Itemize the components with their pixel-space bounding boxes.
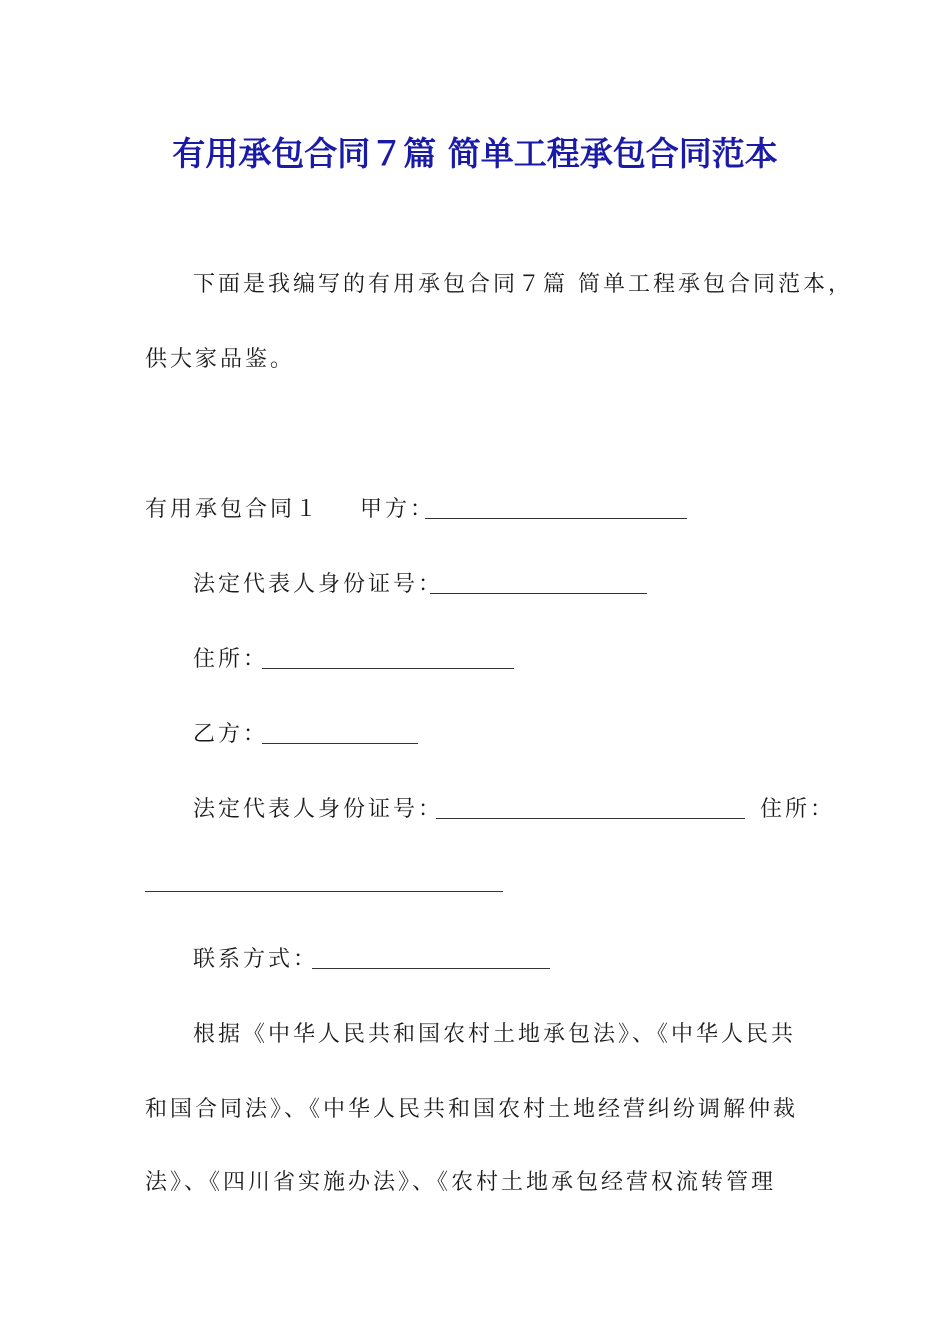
party-b-blank[interactable]: [262, 743, 418, 744]
party-a-blank[interactable]: [425, 518, 687, 519]
address-a-blank[interactable]: [262, 668, 514, 669]
body-line-2: 和国合同法》、《中华人民共和国农村土地经营纠纷调解仲裁: [145, 1097, 799, 1122]
id-label-a: 法定代表人身份证号：: [193, 572, 444, 597]
body-line-1: 根据《中华人民共和国农村土地承包法》、《中华人民共: [193, 1022, 797, 1047]
address-label-b: 住所：: [760, 797, 836, 822]
address-label-a: 住所：: [193, 647, 269, 672]
party-a-label: 甲方：: [360, 497, 436, 522]
party-b-label: 乙方：: [193, 722, 269, 747]
id-b-blank[interactable]: [436, 818, 745, 819]
contract-heading: 有用承包合同１: [145, 497, 321, 522]
contact-label: 联系方式：: [193, 947, 319, 972]
id-label-b: 法定代表人身份证号：: [193, 797, 444, 822]
contact-blank[interactable]: [312, 968, 550, 969]
id-a-blank[interactable]: [430, 593, 647, 594]
address-b-blank[interactable]: [145, 891, 503, 892]
intro-line-2: 供大家品鉴。: [145, 347, 296, 372]
body-line-3: 法》、《四川省实施办法》、《农村土地承包经营权流转管理: [145, 1170, 777, 1195]
document-title: 有用承包合同７篇 简单工程承包合同范本: [172, 134, 778, 173]
intro-line-1: 下面是我编写的有用承包合同７篇 简单工程承包合同范本，: [193, 272, 853, 297]
contract-heading-row: [145, 495, 435, 525]
